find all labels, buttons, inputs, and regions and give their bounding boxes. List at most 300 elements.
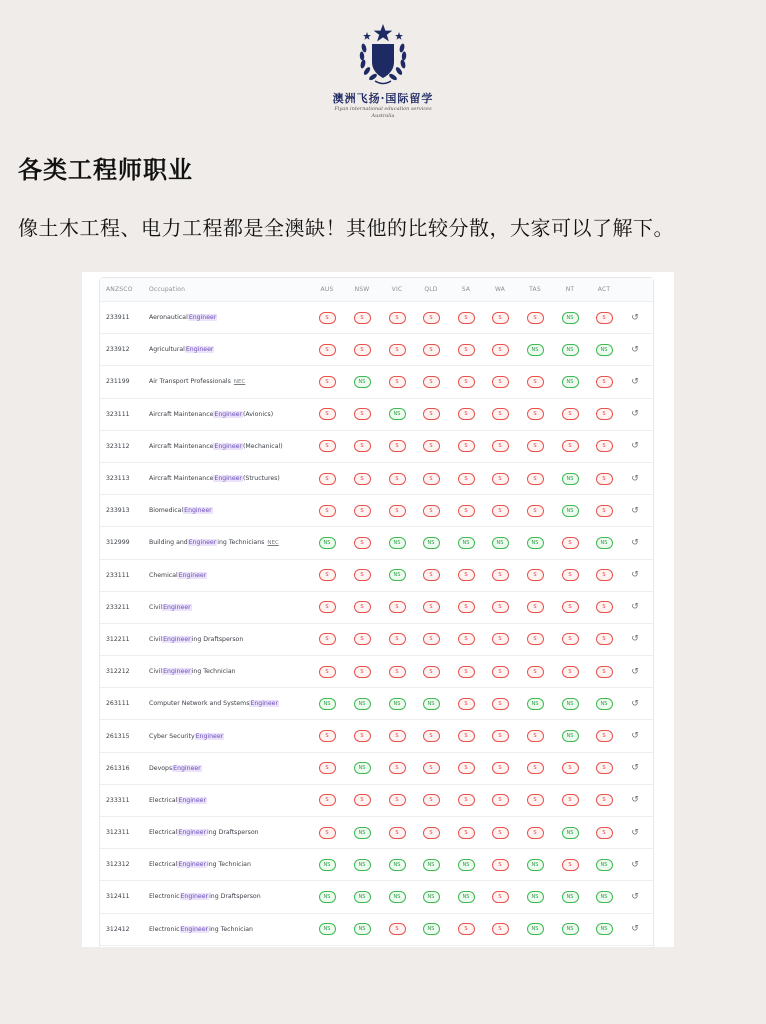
status-cell-tas (520, 334, 550, 365)
shortage-badge: S (354, 794, 371, 806)
shortage-badge: S (458, 601, 475, 613)
history-icon[interactable]: ↺ (631, 666, 639, 677)
no-shortage-badge: NS (562, 730, 579, 742)
shortage-badge: S (354, 569, 371, 581)
status-cell-vic (382, 656, 412, 687)
table-row[interactable] (100, 560, 653, 592)
status-cell-act (589, 334, 619, 365)
shortage-badge: S (492, 601, 509, 613)
status-cell-vic (382, 753, 412, 784)
no-shortage-badge: NS (562, 891, 579, 903)
status-cell-nt (555, 560, 585, 591)
nec-tag[interactable]: NEC (267, 539, 279, 546)
anzsco-code: 233911 (106, 314, 130, 322)
status-cell-tas (520, 431, 550, 462)
status-cell-nt (555, 624, 585, 655)
status-cell-tas (520, 495, 550, 526)
status-cell-qld (416, 431, 446, 462)
table-row[interactable] (100, 592, 653, 624)
status-cell-nt (555, 753, 585, 784)
status-cell-vic (382, 463, 412, 494)
shortage-badge: S (596, 312, 613, 324)
status-cell-act (589, 849, 619, 880)
status-cell-wa (485, 688, 515, 719)
status-cell-nt (555, 720, 585, 751)
no-shortage-badge: NS (596, 859, 613, 871)
occupation-name[interactable] (149, 463, 280, 494)
status-cell-sa (451, 366, 481, 397)
occupation-text: Electrical (149, 829, 178, 837)
shortage-badge: S (492, 408, 509, 420)
search-highlight: Engineer (214, 442, 242, 450)
shortage-badge: S (423, 633, 440, 645)
shortage-badge: S (596, 505, 613, 517)
no-shortage-badge: NS (458, 891, 475, 903)
occupation-text: ing Draftsperson (207, 829, 259, 837)
no-shortage-badge: NS (319, 891, 336, 903)
occupation-text: Aeronautical (149, 314, 188, 322)
search-highlight: Engineer (188, 539, 217, 547)
shortage-badge: S (458, 633, 475, 645)
table-row[interactable] (100, 656, 653, 688)
table-row[interactable] (100, 399, 653, 431)
shortage-badge: S (492, 794, 509, 806)
status-cell-aus (312, 817, 342, 848)
table-row[interactable] (100, 366, 653, 398)
status-cell-tas (520, 656, 550, 687)
shortage-badge: S (389, 312, 406, 324)
status-cell-qld (416, 881, 446, 912)
status-cell-wa (485, 753, 515, 784)
no-shortage-badge: NS (527, 344, 544, 356)
occupation-text: Agricultural (149, 346, 185, 354)
status-cell-nt (555, 881, 585, 912)
shortage-badge: S (354, 601, 371, 613)
no-shortage-badge: NS (319, 698, 336, 710)
shortage-badge: S (562, 762, 579, 774)
status-cell-wa (485, 463, 515, 494)
occupation-text: Computer Network and Systems (149, 700, 250, 708)
page-title: 各类工程师职业 (18, 156, 193, 184)
search-highlight: Engineer (195, 732, 224, 740)
shortage-badge: S (562, 440, 579, 452)
status-cell-vic (382, 334, 412, 365)
column-header-sa[interactable]: SA (461, 286, 471, 293)
history-icon[interactable]: ↺ (631, 537, 639, 548)
shortage-badge: S (458, 666, 475, 678)
status-cell-qld (416, 592, 446, 623)
status-cell-nsw (347, 592, 377, 623)
status-cell-act (589, 720, 619, 751)
occupation-text: ing Draftsperson (191, 635, 244, 643)
status-cell-aus (312, 881, 342, 912)
no-shortage-badge: NS (458, 859, 475, 871)
occupation-text: Electronic (149, 893, 180, 901)
occupation-name[interactable] (149, 881, 261, 912)
occupation-text: (Mechanical) (242, 442, 283, 450)
occupation-table (99, 277, 654, 947)
anzsco-code: 233111 (106, 571, 130, 579)
status-cell-wa (485, 431, 515, 462)
shortage-badge: S (458, 794, 475, 806)
occupation-text: Building and (149, 539, 188, 547)
no-shortage-badge: NS (319, 537, 336, 549)
status-cell-aus (312, 785, 342, 816)
search-highlight: Engineer (250, 700, 278, 708)
shortage-badge: S (492, 344, 509, 356)
shortage-badge: S (389, 762, 406, 774)
status-cell-sa (451, 302, 481, 333)
shortage-badge: S (354, 633, 371, 645)
shortage-badge: S (423, 408, 440, 420)
status-cell-nsw (347, 302, 377, 333)
table-row[interactable] (100, 720, 653, 752)
status-cell-vic (382, 495, 412, 526)
history-icon[interactable]: ↺ (631, 570, 639, 581)
status-cell-aus (312, 527, 342, 558)
shortage-badge: S (354, 730, 371, 742)
status-cell-vic (382, 399, 412, 430)
status-cell-tas (520, 302, 550, 333)
status-cell-act (589, 495, 619, 526)
shortage-badge: S (492, 440, 509, 452)
history-icon[interactable]: ↺ (631, 441, 639, 452)
no-shortage-badge: NS (562, 473, 579, 485)
shortage-badge: S (562, 794, 579, 806)
shortage-badge: S (423, 312, 440, 324)
table-row[interactable] (100, 463, 653, 495)
status-cell-sa (451, 592, 481, 623)
occupation-name[interactable] (149, 592, 192, 623)
status-cell-nt (555, 592, 585, 623)
table-row[interactable] (100, 817, 653, 849)
status-cell-act (589, 688, 619, 719)
history-icon[interactable]: ↺ (631, 859, 639, 870)
occupation-name[interactable] (149, 785, 207, 816)
status-cell-sa (451, 527, 481, 558)
status-cell-qld (416, 720, 446, 751)
shortage-badge: S (423, 762, 440, 774)
status-cell-aus (312, 688, 342, 719)
history-icon[interactable]: ↺ (631, 763, 639, 774)
status-cell-act (589, 817, 619, 848)
status-cell-wa (485, 560, 515, 591)
no-shortage-badge: NS (354, 762, 371, 774)
shortage-badge: S (458, 505, 475, 517)
shortage-badge: S (596, 666, 613, 678)
shortage-badge: S (562, 859, 579, 871)
no-shortage-badge: NS (389, 537, 406, 549)
table-row[interactable] (100, 914, 653, 946)
shortage-badge: S (492, 891, 509, 903)
status-cell-vic (382, 914, 412, 945)
no-shortage-badge: NS (596, 344, 613, 356)
shortage-badge: S (492, 505, 509, 517)
shortage-badge: S (527, 569, 544, 581)
shortage-badge: S (423, 827, 440, 839)
status-cell-wa (485, 881, 515, 912)
occupation-name[interactable] (149, 624, 243, 655)
shortage-badge: S (423, 569, 440, 581)
search-highlight: Engineer (163, 603, 191, 611)
status-cell-aus (312, 656, 342, 687)
table-row[interactable] (100, 334, 653, 366)
history-icon[interactable]: ↺ (631, 505, 639, 516)
shortage-badge: S (389, 601, 406, 613)
history-icon[interactable]: ↺ (631, 473, 639, 484)
status-cell-nt (555, 817, 585, 848)
occupation-name[interactable] (149, 688, 279, 719)
no-shortage-badge: NS (527, 537, 544, 549)
occupation-text: ing Technicians (217, 539, 265, 547)
status-cell-nsw (347, 817, 377, 848)
history-icon[interactable]: ↺ (631, 698, 639, 709)
shortage-badge: S (423, 505, 440, 517)
shortage-badge: S (596, 473, 613, 485)
shortage-badge: S (596, 408, 613, 420)
status-cell-vic (382, 817, 412, 848)
nec-tag[interactable]: NEC (233, 378, 246, 385)
column-header-nt[interactable]: NT (565, 286, 575, 293)
no-shortage-badge: NS (562, 344, 579, 356)
no-shortage-badge: NS (458, 537, 475, 549)
column-header-anzsco[interactable]: ANZSCO (106, 286, 133, 293)
shortage-badge: S (319, 473, 336, 485)
shortage-badge: S (458, 473, 475, 485)
status-cell-aus (312, 560, 342, 591)
occupation-text: (Avionics) (242, 410, 274, 418)
status-cell-nsw (347, 656, 377, 687)
history-icon[interactable]: ↺ (631, 795, 639, 806)
anzsco-code: 261316 (106, 764, 130, 772)
occupation-name[interactable] (149, 366, 245, 397)
status-cell-nsw (347, 881, 377, 912)
status-cell-qld (416, 527, 446, 558)
no-shortage-badge: NS (389, 569, 406, 581)
table-row[interactable] (100, 624, 653, 656)
occupation-name[interactable] (149, 495, 213, 526)
no-shortage-badge: NS (319, 923, 336, 935)
table-row[interactable] (100, 753, 653, 785)
status-cell-act (589, 592, 619, 623)
search-highlight: Engineer (178, 829, 207, 837)
status-cell-act (589, 527, 619, 558)
anzsco-code: 233912 (106, 346, 130, 354)
status-cell-qld (416, 560, 446, 591)
history-icon[interactable]: ↺ (631, 827, 639, 838)
anzsco-code: 312411 (106, 893, 130, 901)
occupation-name[interactable] (149, 560, 207, 591)
status-cell-qld (416, 399, 446, 430)
status-cell-vic (382, 849, 412, 880)
anzsco-code: 233311 (106, 796, 130, 804)
occupation-name[interactable] (149, 527, 279, 558)
history-icon[interactable]: ↺ (631, 344, 639, 355)
status-cell-aus (312, 366, 342, 397)
shortage-badge: S (492, 859, 509, 871)
status-cell-wa (485, 817, 515, 848)
occupation-name[interactable] (149, 302, 217, 333)
shortage-badge: S (492, 376, 509, 388)
history-icon[interactable]: ↺ (631, 891, 639, 902)
history-icon[interactable]: ↺ (631, 409, 639, 420)
column-header-aus[interactable]: AUS (320, 286, 334, 293)
shortage-badge: S (319, 408, 336, 420)
status-cell-nt (555, 431, 585, 462)
column-header-vic[interactable]: VIC (391, 286, 403, 293)
status-cell-aus (312, 592, 342, 623)
shortage-badge: S (389, 376, 406, 388)
occupation-text: ing Technician (209, 925, 253, 933)
anzsco-code: 263111 (106, 700, 130, 708)
search-highlight: Engineer (188, 314, 217, 322)
column-header-occupation[interactable]: Occupation (149, 286, 186, 293)
no-shortage-badge: NS (596, 923, 613, 935)
shortage-badge: S (389, 505, 406, 517)
table-row[interactable] (100, 785, 653, 817)
anzsco-code: 323113 (106, 475, 130, 483)
status-cell-tas (520, 592, 550, 623)
shortage-badge: S (527, 601, 544, 613)
table-row[interactable] (100, 849, 653, 881)
search-highlight: Engineer (163, 635, 191, 643)
history-icon[interactable]: ↺ (631, 312, 639, 323)
occupation-name[interactable] (149, 849, 251, 880)
status-cell-sa (451, 463, 481, 494)
status-cell-tas (520, 753, 550, 784)
anzsco-code: 231199 (106, 378, 130, 386)
no-shortage-badge: NS (562, 505, 579, 517)
no-shortage-badge: NS (423, 698, 440, 710)
status-cell-vic (382, 527, 412, 558)
logo (0, 22, 766, 120)
status-cell-sa (451, 914, 481, 945)
column-header-wa[interactable]: WA (494, 286, 506, 293)
no-shortage-badge: NS (423, 891, 440, 903)
shortage-badge: S (527, 473, 544, 485)
anzsco-code: 312412 (106, 925, 130, 933)
occupation-name[interactable] (149, 431, 283, 462)
shortage-badge: S (527, 440, 544, 452)
shortage-badge: S (319, 633, 336, 645)
table-row[interactable] (100, 495, 653, 527)
shortage-badge: S (319, 794, 336, 806)
column-header-act[interactable]: ACT (597, 286, 611, 293)
shortage-badge: S (562, 537, 579, 549)
status-cell-aus (312, 302, 342, 333)
anzsco-code: 312212 (106, 668, 130, 676)
shortage-badge: S (423, 473, 440, 485)
no-shortage-badge: NS (492, 537, 509, 549)
occupation-text: Devops (149, 764, 173, 772)
status-cell-act (589, 753, 619, 784)
shortage-badge: S (354, 666, 371, 678)
history-icon[interactable]: ↺ (631, 731, 639, 742)
history-icon[interactable]: ↺ (631, 634, 639, 645)
shortage-badge: S (389, 473, 406, 485)
status-cell-tas (520, 849, 550, 880)
shortage-badge: S (319, 762, 336, 774)
history-icon[interactable]: ↺ (631, 376, 639, 387)
shortage-badge: S (389, 666, 406, 678)
anzsco-code: 233211 (106, 603, 130, 611)
no-shortage-badge: NS (562, 376, 579, 388)
shortage-badge: S (354, 312, 371, 324)
status-cell-vic (382, 720, 412, 751)
shortage-badge: S (319, 601, 336, 613)
status-cell-nsw (347, 624, 377, 655)
table-row[interactable] (100, 881, 653, 913)
status-cell-wa (485, 592, 515, 623)
column-header-tas[interactable]: TAS (529, 286, 541, 293)
no-shortage-badge: NS (562, 698, 579, 710)
shortage-badge: S (423, 344, 440, 356)
status-cell-nt (555, 463, 585, 494)
shortage-badge: S (354, 344, 371, 356)
status-cell-act (589, 914, 619, 945)
occupation-text: Civil (149, 668, 163, 676)
column-header-qld[interactable]: QLD (424, 286, 438, 293)
occupation-name[interactable] (149, 817, 259, 848)
status-cell-qld (416, 785, 446, 816)
table-row[interactable] (100, 431, 653, 463)
occupation-name[interactable] (149, 720, 224, 751)
shortage-badge: S (596, 730, 613, 742)
no-shortage-badge: NS (354, 827, 371, 839)
occupation-table-screenshot (82, 272, 674, 947)
shortage-badge: S (354, 408, 371, 420)
history-icon[interactable]: ↺ (631, 924, 639, 935)
column-header-nsw[interactable]: NSW (354, 286, 370, 293)
table-row[interactable] (100, 527, 653, 559)
occupation-name[interactable] (149, 399, 273, 430)
search-highlight: Engineer (185, 346, 214, 354)
history-icon[interactable]: ↺ (631, 602, 639, 613)
table-row[interactable] (100, 688, 653, 720)
status-cell-nsw (347, 914, 377, 945)
occupation-text: Biomedical (149, 507, 184, 515)
status-cell-sa (451, 849, 481, 880)
shortage-badge: S (527, 408, 544, 420)
no-shortage-badge: NS (596, 891, 613, 903)
shortage-badge: S (596, 440, 613, 452)
occupation-name[interactable] (149, 914, 253, 945)
shortage-badge: S (492, 666, 509, 678)
shortage-badge: S (492, 473, 509, 485)
status-cell-act (589, 624, 619, 655)
shortage-badge: S (492, 827, 509, 839)
table-row[interactable] (100, 302, 653, 334)
no-shortage-badge: NS (389, 408, 406, 420)
status-cell-nt (555, 849, 585, 880)
shortage-badge: S (354, 440, 371, 452)
status-cell-aus (312, 431, 342, 462)
status-cell-nsw (347, 527, 377, 558)
occupation-name[interactable] (149, 753, 202, 784)
shortage-badge: S (562, 601, 579, 613)
occupation-name[interactable] (149, 334, 214, 365)
shortage-badge: S (492, 312, 509, 324)
shortage-badge: S (527, 666, 544, 678)
occupation-text: Electrical (149, 796, 178, 804)
occupation-name[interactable] (149, 656, 236, 687)
status-cell-tas (520, 366, 550, 397)
no-shortage-badge: NS (596, 537, 613, 549)
shortage-badge: S (389, 730, 406, 742)
shortage-badge: S (354, 473, 371, 485)
status-cell-wa (485, 527, 515, 558)
status-cell-sa (451, 334, 481, 365)
